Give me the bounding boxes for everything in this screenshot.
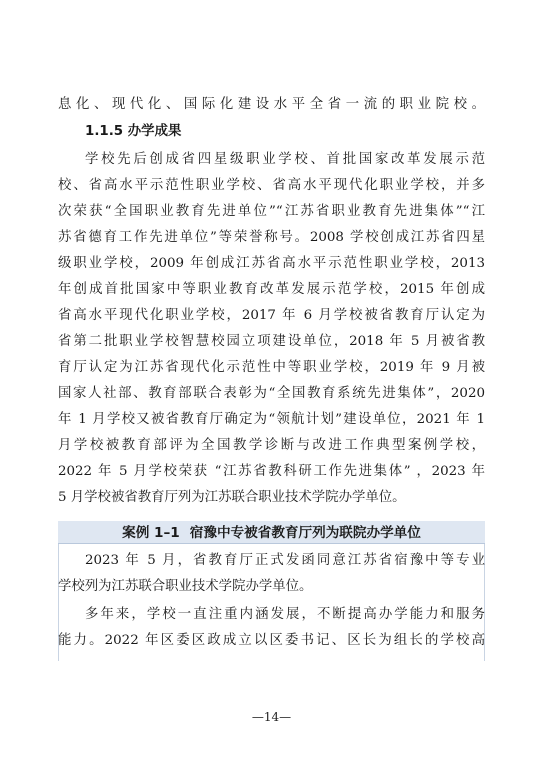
paragraph-line: 年创成首批国家中等职业教育改革发展示范学校，2015 年创成 [58,282,485,297]
paragraph-line: 5 月学校被省教育厅列为江苏联合职业技术学院办学单位。 [58,490,406,505]
case-paragraph-line: 2023 年 5 月，省教育厅正式发函同意江苏省宿豫中等专业 [85,553,485,568]
case-heading: 宿豫中专被省教育厅列为联院办学单位 [189,525,421,541]
paragraph-line: 级职业学校，2009 年创成江苏省高水平示范性职业学校，2013 [58,256,485,271]
case-paragraph-line: 学校列为江苏联合职业技术学院办学单位。 [58,579,313,594]
case-box-header [58,521,485,544]
paragraph-line: 省第二批职业学校智慧校园立项建设单位，2018 年 5 月被省教 [58,334,485,349]
case-title [58,524,485,542]
paragraph-line: 息化、现代化、国际化建设水平全省一流的职业院校。 [58,97,485,112]
case-paragraph-line: 能力。2022 年区委区政成立以区委书记、区长为组长的学校高 [58,633,485,648]
case-paragraph-line: 多年来，学校一直注重内涵发展，不断提高办学能力和服务 [85,607,485,622]
paragraph-line: 2022 年 5 月学校荣获 “江苏省教科研工作先进集体” ，2023 年 [58,464,485,479]
paragraph-line: 年 1 月学校又被省教育厅确定为“领航计划”建设单位，2021 年 1 [58,412,485,427]
paragraph-line: 次荣获“全国职业教育先进单位”“江苏省职业教育先进集体”“江 [58,204,485,219]
paragraph-line: 苏省德育工作先进单位”等荣誉称号。2008 学校创成江苏省四星 [58,230,485,245]
paragraph-line: 省高水平现代化职业学校，2017 年 6 月学校被省教育厅认定为 [58,308,485,323]
paragraph-line: 学校先后创成省四星级职业学校、首批国家改革发展示范 [85,152,485,167]
paragraph-line: 月学校被教育部评为全国教学诊断与改进工作典型案例学校， [58,438,485,453]
page-number: —14— [251,710,292,724]
paragraph-line: 育厅认定为江苏省现代化示范性中等职业学校，2019 年 9 月被 [58,360,485,375]
paragraph-line: 校、省高水平示范性职业学校、省高水平现代化职业学校，并多 [58,178,485,193]
case-label: 案例 1–1 [122,525,180,541]
paragraph-line: 国家人社部、教育部联合表彰为“全国教育系统先进集体”，2020 [58,386,485,401]
section-heading: 1.1.5 办学成果 [85,124,182,139]
